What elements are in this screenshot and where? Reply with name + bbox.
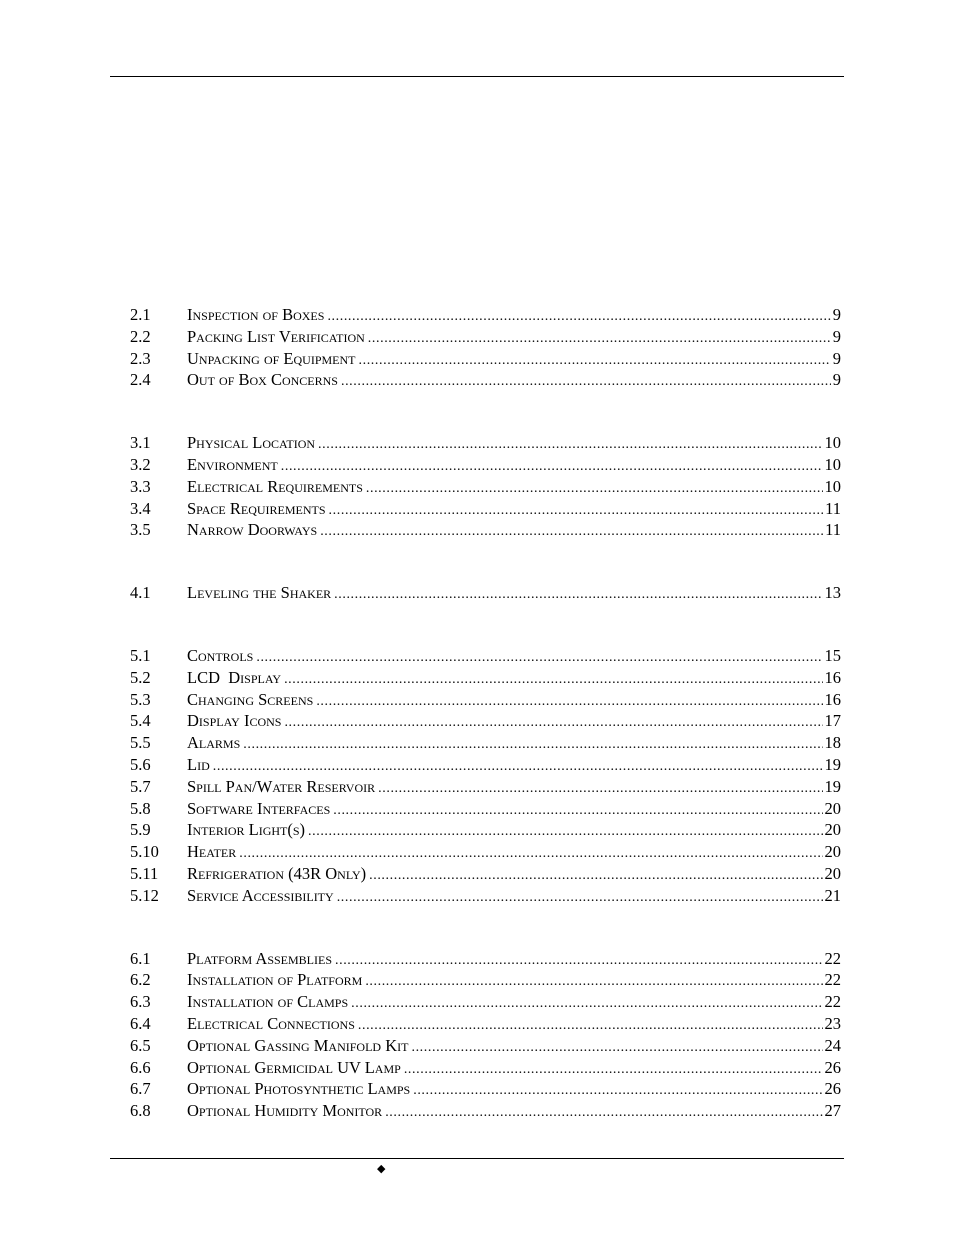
toc-entry-number: 5.2 [130,667,151,687]
toc-entry-number: 6.6 [130,1057,151,1077]
toc-entry[interactable] [130,582,841,604]
toc-entry-page: 22 [824,970,841,990]
toc-dot-leader [327,306,830,328]
toc-dot-leader [281,456,823,478]
toc-dot-leader [320,521,823,543]
toc-entry-number: 6.2 [130,970,151,990]
toc-entry-title: Leveling the Shaker [187,583,332,603]
toc-dot-leader [368,328,831,350]
toc-dot-leader [359,350,831,372]
toc-entry-page: 11 [825,498,841,518]
toc-entry-page: 9 [832,348,841,368]
toc-entry-page: 23 [824,1013,841,1033]
toc-dot-leader [411,1037,822,1059]
toc-entry-title: Optional Germicidal UV Lamp [187,1057,401,1077]
toc-entry-page: 22 [824,992,841,1012]
toc-entry-title: Electrical Requirements [187,476,363,496]
toc-entry-title: Changing Screens [187,689,314,709]
toc-entry-title: Packing List Verification [187,326,365,346]
toc-entry-page: 26 [824,1079,841,1099]
footer-diamond-icon: ◆ [377,1163,386,1175]
toc-entry[interactable] [130,948,841,970]
toc-entry-number: 2.3 [130,348,151,368]
toc-entry-title: Optional Humidity Monitor [187,1101,383,1121]
toc-entry-title: Space Requirements [187,498,326,518]
toc-dot-leader [378,778,822,800]
toc-entry-page: 9 [832,326,841,346]
toc-entry-number: 5.9 [130,820,151,840]
toc-entry-number: 5.3 [130,689,151,709]
toc-entry-title: Platform Assemblies [187,948,332,968]
toc-dot-leader [385,1102,822,1124]
toc-entry-number: 5.6 [130,754,151,774]
toc-entry-title: Alarms [187,733,241,753]
toc-dot-leader [239,843,822,865]
toc-entry-title: Software Interfaces [187,798,331,818]
toc-dot-leader [337,887,823,909]
toc-entry[interactable] [130,1100,841,1122]
toc-entry-title: Spill Pan/Water Reservoir [187,776,376,796]
toc-dot-leader [329,500,824,522]
toc-entry[interactable] [130,863,841,885]
toc-dot-leader [256,647,822,669]
toc-entry-title: Service Accessibility [187,885,334,905]
toc-entry-page: 10 [824,476,841,496]
toc-entry-number: 3.1 [130,433,151,453]
toc-dot-leader [334,584,822,606]
toc-entry[interactable] [130,519,841,541]
toc-entry[interactable] [130,476,841,498]
toc-dot-leader [243,734,822,756]
toc-entry-page: 27 [824,1101,841,1121]
toc-section [130,582,841,604]
toc-entry-number: 2.2 [130,326,151,346]
toc-dot-leader [366,478,823,500]
toc-entry-number: 6.4 [130,1013,151,1033]
toc-entry[interactable] [130,645,841,667]
toc-section [130,645,841,907]
toc-entry[interactable] [130,1057,841,1079]
toc-entry-number: 5.1 [130,645,151,665]
toc-entry-page: 22 [824,948,841,968]
toc-entry-page: 19 [824,776,841,796]
toc-entry-page: 11 [825,520,841,540]
toc-entry-page: 10 [824,454,841,474]
toc-entry[interactable] [130,754,841,776]
toc-entry-title: Unpacking of Equipment [187,348,356,368]
toc-entry-title: Physical Location [187,433,316,453]
table-of-contents [130,304,841,1122]
toc-entry-number: 6.8 [130,1101,151,1121]
toc-entry[interactable] [130,710,841,732]
toc-entry-number: 5.10 [130,842,159,862]
toc-entry-page: 20 [824,820,841,840]
toc-entry-title: Installation of Platform [187,970,363,990]
toc-entry-title: Lid [187,754,210,774]
toc-entry-page: 17 [824,711,841,731]
toc-entry-title: Environment [187,454,278,474]
toc-entry-page: 16 [824,667,841,687]
toc-entry-title: Heater [187,842,237,862]
toc-entry-page: 15 [824,645,841,665]
toc-entry[interactable] [130,732,841,754]
toc-entry[interactable] [130,1078,841,1100]
toc-entry-number: 2.4 [130,370,151,390]
toc-entry-title: Optional Photosynthetic Lamps [187,1079,411,1099]
toc-entry-number: 4.1 [130,583,151,603]
toc-entry-title: Installation of Clamps [187,992,349,1012]
toc-entry-title: Optional Gassing Manifold Kit [187,1035,409,1055]
toc-section [130,304,841,391]
toc-entry-number: 3.5 [130,520,151,540]
toc-entry-number: 3.2 [130,454,151,474]
toc-entry-page: 26 [824,1057,841,1077]
header-rule [110,76,844,77]
toc-entry-title: Narrow Doorways [187,520,318,540]
toc-entry[interactable] [130,326,841,348]
toc-section [130,432,841,541]
toc-entry-number: 5.8 [130,798,151,818]
toc-entry[interactable] [130,1013,841,1035]
toc-entry-title: Electrical Connections [187,1013,355,1033]
toc-entry-number: 2.1 [130,305,151,324]
toc-dot-leader [284,669,822,691]
toc-dot-leader [335,950,823,972]
toc-entry-number: 5.11 [130,863,159,883]
toc-entry-page: 20 [824,798,841,818]
toc-entry[interactable] [130,498,841,520]
toc-entry-number: 3.3 [130,476,151,496]
toc-dot-leader [284,712,822,734]
toc-entry-number: 5.4 [130,711,151,731]
toc-entry[interactable] [130,969,841,991]
toc-entry-number: 5.5 [130,733,151,753]
toc-dot-leader [333,800,822,822]
toc-entry-title: Refrigeration (43R Only) [187,863,367,883]
toc-entry-title: LCD Display [187,667,282,687]
toc-dot-leader [341,371,831,393]
toc-dot-leader [365,971,822,993]
footer-rule [110,1158,844,1159]
toc-entry-number: 6.3 [130,992,151,1012]
toc-entry-number: 6.7 [130,1079,151,1099]
toc-entry-number: 5.7 [130,776,151,796]
toc-entry-page: 13 [824,583,841,603]
toc-entry-page: 20 [824,842,841,862]
toc-entry-page: 24 [824,1035,841,1055]
toc-dot-leader [318,434,822,456]
toc-entry-page: 20 [824,863,841,883]
toc-dot-leader [404,1059,823,1081]
toc-entry-number: 6.5 [130,1035,151,1055]
toc-dot-leader [351,993,822,1015]
toc-dot-leader [308,821,822,843]
toc-entry-number: 3.4 [130,498,151,518]
toc-entry-number: 6.1 [130,948,151,968]
toc-dot-leader [316,691,822,713]
toc-entry[interactable] [130,689,841,711]
toc-section [130,948,841,1122]
toc-entry-title: Interior Light(s) [187,820,306,840]
toc-entry-page: 16 [824,689,841,709]
toc-dot-leader [358,1015,823,1037]
toc-entry-page: 10 [824,433,841,453]
toc-entry-page: 19 [824,754,841,774]
toc-entry-page: 18 [824,733,841,753]
toc-entry-title: Out of Box Concerns [187,370,338,390]
toc-entry[interactable] [130,798,841,820]
toc-entry[interactable] [130,454,841,476]
toc-entry[interactable] [130,432,841,454]
toc-entry[interactable] [130,991,841,1013]
toc-entry[interactable] [130,841,841,863]
toc-entry-page: 9 [832,305,841,324]
toc-entry-page: 9 [832,370,841,390]
toc-dot-leader [369,865,822,887]
toc-entry[interactable] [130,776,841,798]
toc-entry[interactable] [130,667,841,689]
toc-dot-leader [213,756,823,778]
toc-dot-leader [413,1080,822,1102]
toc-entry-title: Controls [187,645,254,665]
toc-entry-title: Display Icons [187,711,282,731]
toc-entry[interactable] [130,819,841,841]
toc-entry[interactable] [130,304,841,326]
toc-entry[interactable] [130,1035,841,1057]
toc-entry-title: Inspection of Boxes [187,305,325,324]
toc-entry-number: 5.12 [130,885,159,905]
toc-entry[interactable] [130,369,841,391]
toc-entry[interactable] [130,348,841,370]
toc-entry[interactable] [130,885,841,907]
toc-entry-page: 21 [824,885,841,905]
